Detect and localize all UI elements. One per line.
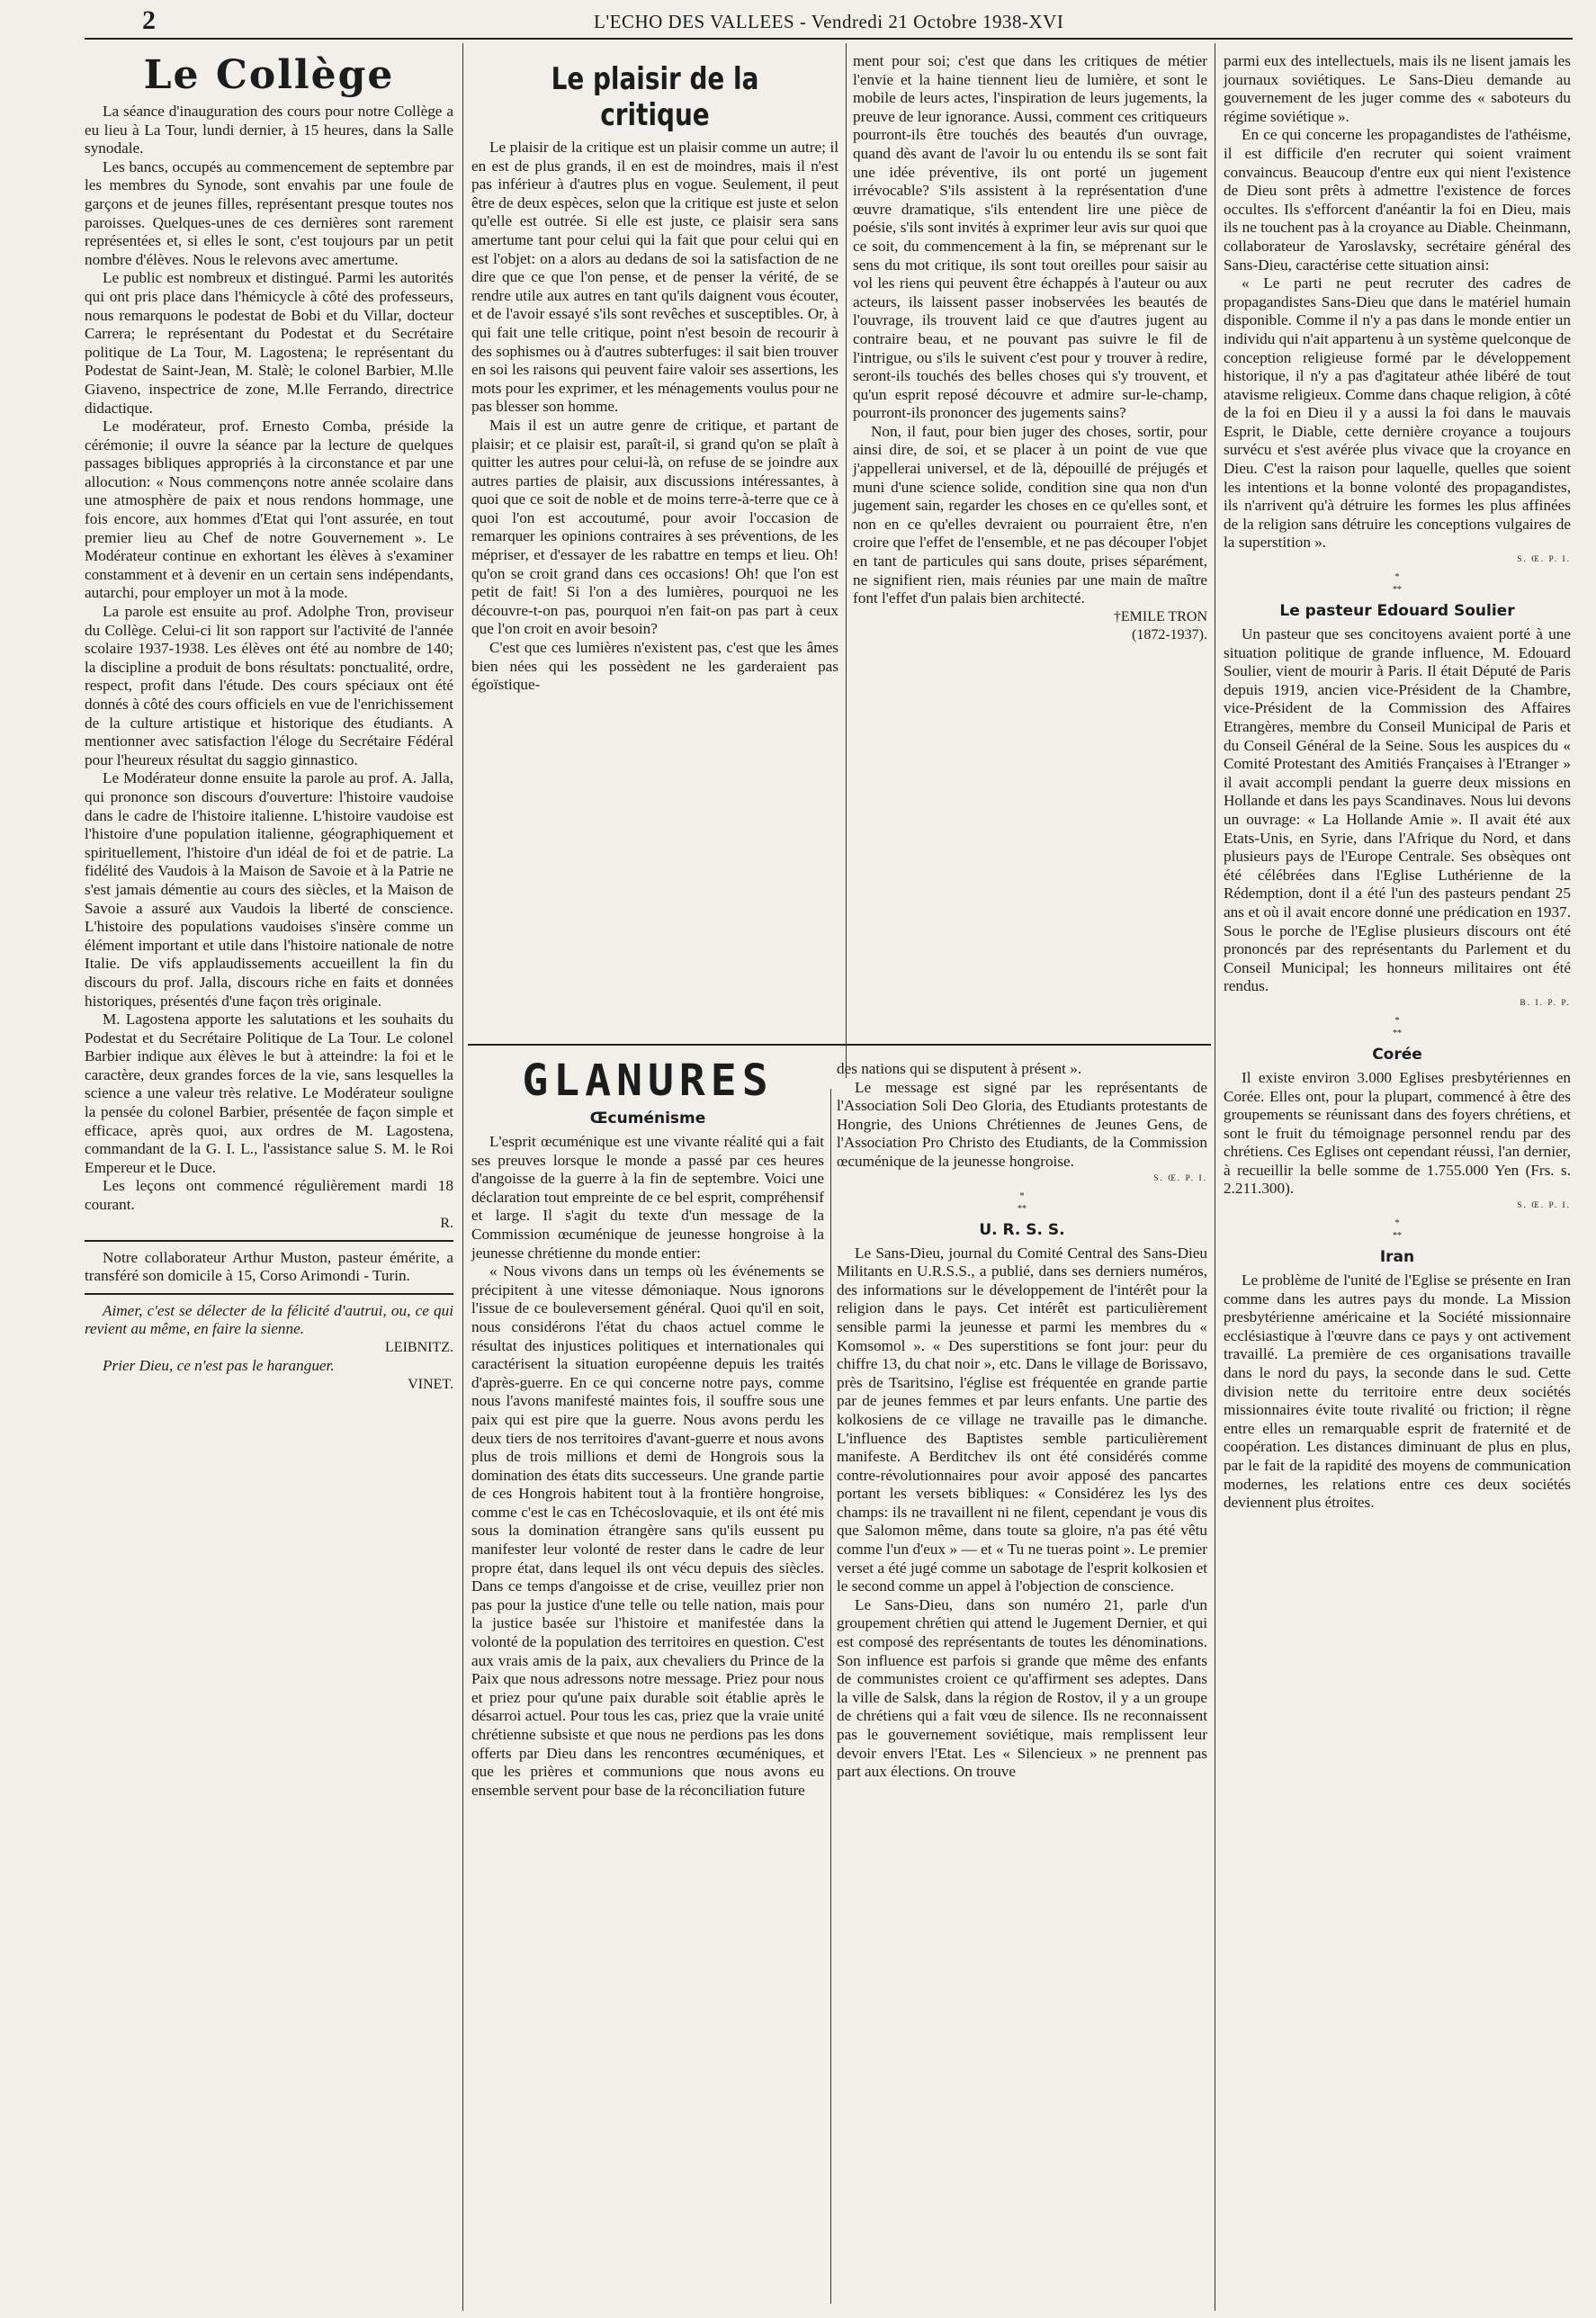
college-paragraph: M. Lagostena apporte les salutations et les souhaits du Podestat et du Secrétaire Politique de La Tour. Le colonel Barbier indique aux élèves le but à atteindre: la foi et le caractère, deux grandes forces de la vie, sans lesquelles la science a une valeur très relative. Le Modérateur souligne la pensée du colonel Barbier, présentée de façon simple et efficace, après quoi, aux ordres de M. Lagostena, commandant de la G. I. L., l'assistance salue S. M. le Roi Empereur et le Duce. — [85, 1011, 453, 1176]
asterism: * ** — [1393, 1015, 1402, 1038]
section-rule — [468, 1044, 1211, 1046]
asterism: * ** — [1393, 572, 1402, 596]
oecumenisme-title: Œcuménisme — [589, 1110, 706, 1128]
college-paragraph: La parole est ensuite au prof. Adolphe Tron, proviseur du Collège. Celui-ci lit son rapport sur l'activité de l'année scolaire 1937-1938. Les élèves ont été au nombre de 140; la discipline a produit de bons résultats: ponctualité, ordre, respect, profit dans l'étude. Des cours spéciaux ont été donnés à côté des cours officiels en vue de l'enrichissement de la culture artistique et historique des étudiants. A mentionner avec satisfaction l'éloge du Secrétaire Fédéral pour l'heureux résultat du saggio ginnastico. — [85, 603, 453, 768]
column-rule — [846, 43, 847, 1078]
quote-text: Prier Dieu, ce n'est pas le haranguer. — [103, 1357, 335, 1374]
coree-paragraph: Il existe environ 3.000 Eglises presbytériennes en Corée. Elles ont, pour la plupart, commencé à être des groupements se réunissant dans des foyers chrétiens, et sont le fruit du témoignage personnel rendu par des chrétiens. Ces Eglises ont cependant réussi, l'an dernier, à recueillir la belle somme de 1.755.000 Yen (Frs. s. 2.211.300). — [1224, 1068, 1571, 1198]
critique-title: Le plaisir de la critique — [551, 61, 759, 133]
oecumenisme-paragraph: L'esprit œcuménique est une vivante réalité qui a fait ses preuves lorsque le monde a passé par ces heures d'angoisse de la guerre à la fin de septembre. Voici une déclaration tout empreinte de ce bel esprit, compréhensif et large. Il s'agit du texte d'un message de la Commission œcuménique de jeunesse hongroise à la jeunesse chrétienne du monde entier: — [471, 1133, 824, 1262]
critique-dates: (1872-1937). — [1132, 626, 1207, 642]
soulier-attribution: B. I. P. P. — [1520, 998, 1571, 1008]
critique-paragraph: Le plaisir de la critique est un plaisir comme un autre; il en est de plus grands, il en est de moindres, mais il n'est pas inférieur à d'autres plus en vogue. Seulement, il peut être de deux espèces, selon que la critique est juste et selon qu'elle est outrée. Si elle est juste, ce plaisir sera sans amertume tant pour celui qui la fait que pour celui qui en est l'objet: on a alors au dedans de soi la satisfaction de ne dire que ce que l'on pense, et de penser la vérité, de se rendre utile aux autres en tant qu'ils daignent vous écouter, et de l'avoir essayé s'ils sont revêches et susceptibles. Or, à qui fait une telle critique, point n'est besoin de recourir à des sophismes ou à d'autres subterfuges: il sait bien trouver en soi les raisons qui peuvent faire valoir ses assertions, les mots pour les exprimer, et les ménagements voulus pour ne pas blesser son homme. — [471, 139, 838, 416]
critique-paragraph: ment pour soi; c'est que dans les critiques de métier l'envie et la haine tiennent lieu de lumière, et sont le mobile de leurs actes, l'inspiration de leurs jugements, la preuve de leur ignorance. Aussi, comment ces critiqueurs pourront-ils être touchés des beautés d'un ouvrage, quand dès avant de l'avoir lu ou entendu ils se sont fait une idée préventive, ils ont porté un jugement irrévocable? S'ils assistent à la représentation d'une œuvre dramatique, s'ils entendent lire une pièce de poésie, s'ils sont invités à exprimer leur avis sur quoi que ce soit, du commencement à la fin, se méprenant sur le sens du mot critique, ils sont tout oreilles pour saisir au vol les riens qui peuvent être échappés à l'auteur ou aux acteurs, ils laissent passer inobservées les beautés de l'ouvrage, ils trouvent laid ce que d'autres jugent au contraire beau, et ne pouvant pas suivre le fil de l'intrigue, ou s'ils le suivent c'est pour y trouver à redire, seront-ils touchés des belles choses qui s'y trouvent, et qu'un esprit reposé découvre et admire sur-le-champ, pourront-ils prononcer des jugements sains? — [853, 52, 1207, 422]
oecumenisme-paragraph: « Nous vivons dans un temps où les événements se précipitent à une vitesse démoniaque. Nous ignorons l'issue de ce bouleversement général. Quoi qu'il en soit, nous considérons l'état du chaos actuel comme le résultat des injustices politiques et internationales qui caractérisent la situation européenne depuis les traités d'après-guerre. En ce qui concerne notre pays, comme nous l'avons manifesté maintes fois, il souffre sous une paix qui est pire que la guerre. Nous avons perdu les deux tiers de nos territoires d'avant-guerre et nous avons plus de trois millions et demi de Hongrois sous la domination des états dits successeurs. Une grande partie de ces Hongrois habitent tout à la frontière hongroise, comme c'est le cas en Tchécoslovaquie, et ils ont été mis sous la domination étrangère sans qu'ils eussent pu manifester leur volonté de rester dans le cadre de leur propre état, dans lequel ils ont vécu depuis des siècles. Dans ce temps d'angoisse et de crise, veuillez prier non pas pour la justice d'une telle ou telle nation, mais pour la justice basée sur l'histoire et manifestée dans la volonté de la population des territoires en question. C'est aux vrais amis de la paix, aux chevaliers du Prince de la Paix que nous adressons notre message. Priez pour nous et priez pour qu'une paix durable soit établie après le désarroi actuel. Pour tous les cas, priez que la vraie unité chrétienne subsiste et que nous ne perdions pas les dons offerts par Dieu dans les rencontres œcuméniques, et que les prières et communions que nous avons eu ensemble servent pour base de la réconciliation future — [471, 1262, 824, 1799]
soulier-title: Le pasteur Edouard Soulier — [1279, 602, 1515, 621]
college-article — [85, 52, 453, 1394]
critique-paragraph: Mais il est un autre genre de critique, et partant de plaisir; et ce plaisir est, paraît-il, si grand qu'on se plaît à quitter les autres pour celui-là, on refuse de se joindre aux autres parties de plaisir, aux discussions intéressantes, à quoi que ce soit de noble et de moins terre-à-terre que ce à quoi l'on est accoutumé, pour avoir l'occasion de remarquer les opinions contraires à ses préventions, de les mépriser, et d'essayer de les rabattre en temps et lieu. Oh! qu'on se croit grand dans ces occasions! Oh! que l'on est petit de fait! Si l'on a des lumières, pourquoi ne les découvre-t-on pas, pourquoi n'en fait-on pas part à ceux que l'on croit en avoir besoin? — [471, 416, 838, 638]
quote-author: VINET. — [408, 1376, 453, 1392]
college-paragraph: La séance d'inauguration des cours pour notre Collège a eu lieu à La Tour, lundi dernier, à 15 heures, dans la Salle synodale. — [85, 103, 453, 157]
urss-title: U. R. S. S. — [979, 1220, 1065, 1239]
critique-paragraph: Non, il faut, pour bien juger des choses, sortir, pour ainsi dire, de soi, et se placer à un point de vue que j'appellerai universel, et de là, dépouillé de préjugés et muni d'une science solide, condition sine qua non d'un jugement sain, regarder les choses en ce qu'elles sont, et non en ce qu'elles devraient ou pourraient être, n'en croire que l'effet de l'ensemble, et ne pas découper l'objet en tant de particules qui sans doute, prises séparément, ne signifient rien, mais réunies par une main de maître font l'effet d'un palais bien architecté. — [853, 422, 1207, 607]
glanures-title: GLANURES — [522, 1056, 774, 1106]
urss-paragraph: En ce qui concerne les propagandistes de l'athéisme, il est difficile d'en recruter qui soient vraiment convaincus. Beaucoup d'entre eux qui nient l'existence de Dieu sont prêts à admettre l'existence de forces occultes. Ils s'efforcent d'anéantir la foi en Dieu, mais ils ne touchent pas à la croyance au Diable. Cheinmann, collaborateur de Yaroslavsky, secrétaire général des Sans-Dieu, caractérise cette situation ainsi: — [1224, 126, 1571, 274]
urss-attribution: S. Œ. P. I. — [1517, 555, 1571, 565]
urss-paragraph: parmi eux des intellectuels, mais ils ne lisent jamais les journaux soviétiques. Le Sans-Dieu demande au gouvernement de les juger comme des « saboteurs du régime soviétique ». — [1224, 52, 1571, 125]
college-signature: R. — [440, 1215, 453, 1231]
critique-continued — [853, 52, 1207, 644]
soulier-paragraph: Un pasteur que ses concitoyens avaient porté à une situation politique de grande influence, M. Edouard Soulier, vient de mourir à Paris. Il était Député de Paris depuis 1919, ancien vice-Président de la Chambre, vice-Président de la Commission des Affaires Etrangères, membre du Conseil Municipal de Paris et du Conseil Général de la Seine. Sous les auspices du « Comité Protestant des Amitiés Françaises à l'Etranger » il avait accompli pendant la guerre deux missions en Hollande et dans les pays Scandinaves. Nous lui devons un ouvrage: « La Hollande Amie ». Il avait été aux Etats-Unis, en Syrie, dans l'Afrique du Nord, et dans plusieurs pays de l'Europe Centrale. Ses obsèques ont été célébrées dans l'Eglise Luthérienne de la Rédemption, dont il a été l'un des pasteurs pendant 25 ans et où il avait encore donné une prédication en 1937. Sous le porche de l'Eglise plusieurs discours ont été prononcés par des représentants du Parlement et du Conseil Municipal; les honneurs militaires ont été rendus. — [1224, 625, 1571, 995]
divider — [85, 1240, 453, 1242]
right-column — [1224, 52, 1571, 1513]
critique-article — [471, 61, 838, 695]
asterism: * ** — [1393, 1218, 1402, 1242]
iran-title: Iran — [1379, 1248, 1415, 1267]
college-paragraph: Le Modérateur donne ensuite la parole au prof. A. Jalla, qui prononce son discours d'ouverture: l'histoire vaudoise dans le cadre de l'histoire italienne. L'histoire vaudoise est l'histoire d'une population italienne, géographiquement et spirituellement, l'histoire d'un idéal de foi et de patrie. La fidélité des Vaudois à la Maison de Savoie et à la Patrie ne s'est jamais démentie au cours des siècles, et la Maison de Savoie a assuré aux Vaudois la liberté de conscience. L'histoire des populations vaudoises s'insère comme un élément important et utile dans l'histoire nationale de notre Italie. De vifs applaudissements accueillent la fin du discours du prof. Jalla, discours riche en faits et données historiques, présentés d'une façon très originale. — [85, 769, 453, 1010]
college-paragraph: Les leçons ont commencé régulièrement mardi 18 courant. — [85, 1177, 453, 1214]
iran-paragraph: Le problème de l'unité de l'Eglise se présente en Iran comme dans les autres pays du monde. La Mission presbytérienne américaine et la Société missionnaire ecclésiastique à l'œuvre dans ce pays y ont activement travaillé. La première de ces organisations travaille dans le nord du pays, la seconde dans le sud. Cette division nette du territoire entre deux sociétés missionnaires évite toute rivalité ou friction; il règne entre elles un remarquable esprit de fraternité et de coopération. Les distances diminuant de plus en plus, par le fait de la rapidité des moyens de communication modernes, les relations entre ces deux sociétés deviennent plus étroites. — [1224, 1271, 1571, 1512]
urss-paragraph: Le Sans-Dieu, journal du Comité Central des Sans-Dieu Militants en U.R.S.S., a publié, dans ses derniers numéros, des informations sur le développement de l'intérêt pour la religion dans le pays. Cet intérêt est particulièrement sensible parmi la jeunesse et parmi les membres du « Komsomol ». « Des superstitions se font jour: peur du chiffre 13, du chat noir », etc. Dans le village de Borissavo, près de Tsaritsino, l'église est fréquentée en grande partie par de jeunes femmes et par leurs enfants. Une partie des kolkosiens de ce village ne travaille pas le dimanche. L'influence des Baptistes semble particulièrement manifeste. A Berditchev ils ont été considérés comme contre-révolutionnaires pour avoir apposé des pancartes portant les versets bibliques: « Considérez les lys des champs: ils ne travaillent ni ne filent, cependant je vous dis que Salomon même, dans toute sa gloire, n'a pas été vêtu comme l'un d'eux » — et « Tu ne tueras point ». Le premier verset a été jugé comme un sabotage de l'esprit kolkosien et le second comme un appel à l'objection de conscience. — [837, 1244, 1207, 1595]
urss-paragraph: Le Sans-Dieu, dans son numéro 21, parle d'un groupement chrétien qui attend le Jugement Dernier, et qui est composé des représentants de toutes les dénominations. Son influence est parfois si grande que même des enfants de communistes croient ce qu'affirment ses adeptes. Dans la ville de Salsk, dans la région de Rostov, il y a un groupe de chrétiens qui a fait vœu de silence. Ils ne reconnaissent pas le gouvernement soviétique, mais remplissent leur devoir envers l'Etat. Les « Silencieux » ne prennent pas part aux élections. On trouve — [837, 1595, 1207, 1781]
column-rule — [830, 1089, 831, 2304]
head-rule — [85, 38, 1573, 40]
divider — [85, 1293, 453, 1295]
critique-author: †EMILE TRON — [1113, 608, 1207, 624]
coree-title: Corée — [1372, 1045, 1422, 1064]
page-number: 2 — [142, 5, 156, 35]
oecumenisme-paragraph: Le message est signé par les représentants de l'Association Soli Deo Gloria, des Etudiants protestants de Hongrie, des Unions Chrétiennes de Jeunes Gens, de l'Association Pro Christo des Etudiants, de la Commission œcuménique de la jeunesse hongroise. — [837, 1078, 1207, 1170]
column-rule — [462, 43, 463, 2311]
coree-attribution: S. Œ. P. I. — [1517, 1201, 1571, 1211]
college-paragraph: Les bancs, occupés au commencement de septembre par les membres du Synode, sont envahis par une foule de garçons et de jeunes filles, représentant presque toutes nos paroisses. Quelques-unes de ces dernières sont rarement représentées et, si elles le sont, c'est toujours par un petit nombre d'élèves. Nous le relevons avec amertume. — [85, 157, 453, 268]
oecumenisme-paragraph: des nations qui se disputent à présent ». — [837, 1060, 1082, 1077]
glanures-section — [471, 1057, 824, 1800]
urss-section — [837, 1060, 1207, 1782]
critique-paragraph: C'est que ces lumières n'existent pas, c'est que les âmes bien nées qui les possèdent ne les garderaient pas égoïstique- — [471, 639, 838, 694]
oecumenisme-attribution: S. Œ. P. I. — [1153, 1173, 1207, 1183]
college-paragraph: Le public est nombreux et distingué. Parmi les autorités qui ont pris place dans l'hémicycle à côté des professeurs, nous remarquons le podestat de Bobi et du Villar, docteur Carrera; le représentant du Podestat et du Secrétaire politique de La Tour, M. Lagostena; le représentant du Podestat de Saint-Jean, M. Stalè; le colonel Barbier, M.lle Giaveno, inspectrice de zone, M.lle Ferrando, directrice didactique. — [85, 269, 453, 417]
urss-paragraph: « Le parti ne peut recruter des cadres de propagandistes Sans-Dieu que dans le matériel humain disponible. Comme il n'y a pas dans le monde entier un individu qui n'ait appartenu à un système quelconque de conception religieuse formé par le développement historique, il n'y a pas d'agitateur athée libéré de tout atavisme religieux. Comme dans chaque religion, à côté de la foi en Dieu il y a aussi la foi dans le mauvais Esprit, le Diable, cette dernière croyance a toujours survécu et s'est avérée plus vivace que la croyance en Dieu. C'est la raison pour laquelle, quelles que soient les intentions et la bonne volonté des propagandistes, ils n'arrivent qu'à détruire les formes les plus affinées de la religion sans détruire les conceptions vulgaires de la superstition ». — [1224, 274, 1571, 552]
asterism: * ** — [1018, 1190, 1027, 1214]
college-title: Le Collège — [143, 52, 395, 98]
running-head: L'ECHO DES VALLEES - Vendredi 21 Octobre 1938-XVI — [594, 11, 1064, 32]
quote-text: Aimer, c'est se délecter de la félicité d'autrui, ou, ce qui revient au même, en faire la sienne. — [85, 1301, 453, 1338]
college-paragraph: Le modérateur, prof. Ernesto Comba, préside la cérémonie; il ouvre la séance par la lecture de quelques passages bibliques appropriés à la circonstance et par une allocution: « Nous commençons notre année scolaire dans une atmosphère de paix et nous rendons hommage, une fois encore, aux hommes d'Etat qui l'ont assurée, en tout premier lieu au Chef de notre Gouvernement ». Le Modérateur continue en exhortant les élèves à s'examiner constamment et à devenir en un certain sens indépendants, autarchi, pour employer un mot à la mode. — [85, 418, 453, 602]
quote-author: LEIBNITZ. — [385, 1340, 453, 1355]
notice-paragraph: Notre collaborateur Arthur Muston, pasteur émérite, a transféré son domicile à 15, Corso Arimondi - Turin. — [85, 1248, 453, 1285]
